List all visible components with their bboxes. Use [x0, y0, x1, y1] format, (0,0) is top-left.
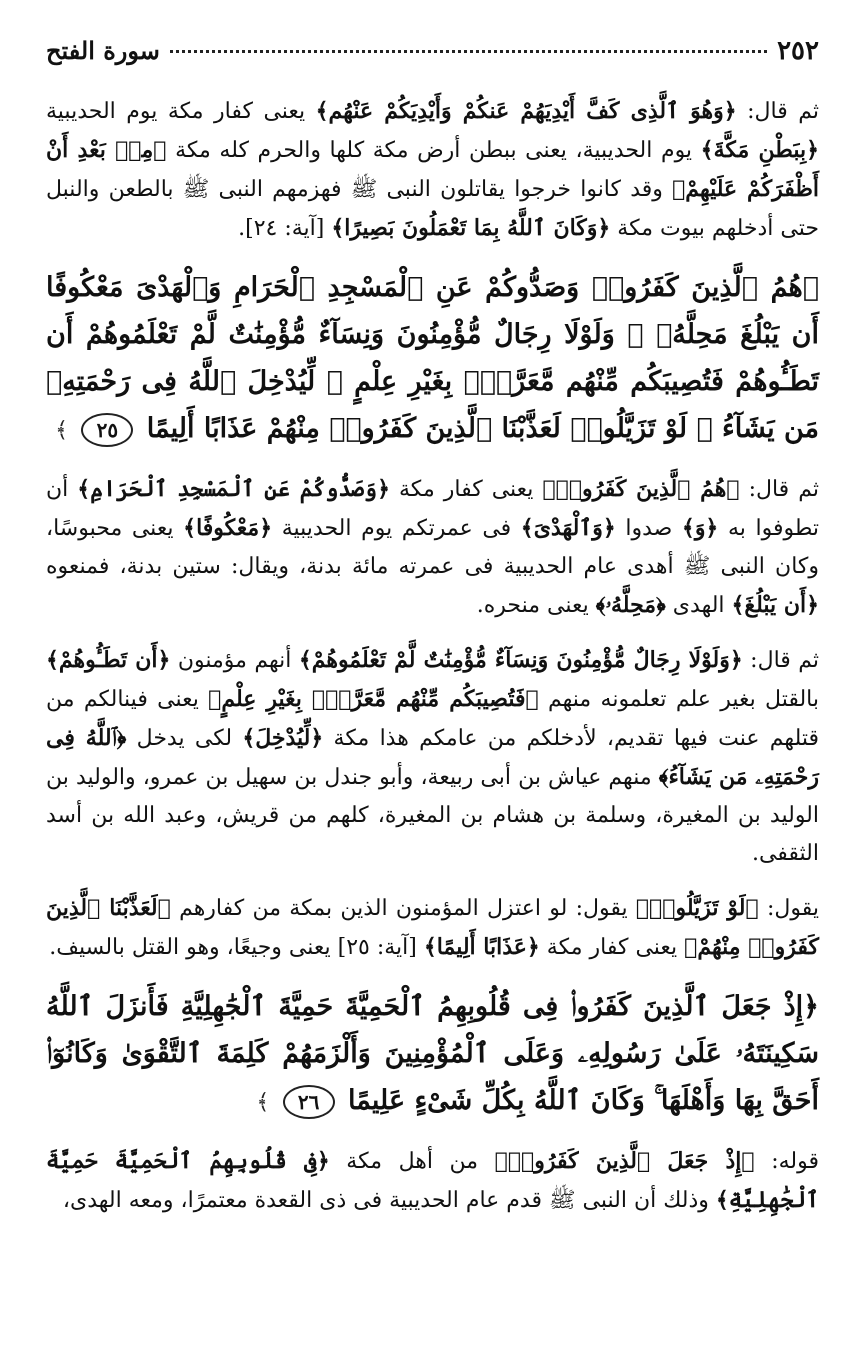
quran-quote: ﴿إِذْ جَعَلَ ٱلَّذِينَ كَفَرُوا۟﴾ — [494, 1148, 755, 1174]
ayah-number-badge: ٢٥ — [81, 413, 133, 447]
commentary-text: يعنى منحره. — [476, 593, 596, 618]
commentary-text: لكى يدخل — [126, 726, 243, 751]
verse-text-line — [46, 983, 819, 1126]
commentary-text: ثم قال: — [736, 99, 819, 124]
quran-quote: ﴿عَذَابًا أَلِيمًا﴾ — [423, 934, 540, 960]
quran-quote: ﴿مَعْكُوفًا﴾ — [183, 515, 273, 541]
closing-bracket: ﴾ — [55, 418, 68, 443]
tafsir-paragraph — [46, 92, 819, 248]
page-header — [46, 36, 819, 76]
quran-quote: ﴿فِى قُلُوبِهِمُ ٱلْحَمِيَّةَ حَمِيَّةَ ٱلْجَٰهِلِيَّةِ﴾ — [46, 1148, 819, 1213]
quran-quote: ﴿مِنۢ بَعْدِ أَنْ أَظْفَرَكُمْ عَلَيْهِمْ﴾ — [46, 137, 820, 202]
commentary-text: منهم عياش بن أبى ربيعة، وأبو جندل بن سهيل بن عمرو، والوليد بن الوليد بن المغيرة، وسلمة بن هشام بن المغيرة، كلهم من قريش، وعبد الله بن أسد الثقفى. — [46, 765, 819, 866]
paragraph-text — [46, 889, 819, 967]
tafsir-paragraph — [46, 889, 819, 967]
header-dotted-leader — [170, 50, 767, 53]
commentary-text: يعنى فينالكم من قتلهم عنت فيها تقديم، لأدخلكم من عامكم هذا مكة — [46, 687, 820, 751]
commentary-text: بالقتل بغير علم تعلمونه منهم — [538, 687, 820, 712]
paragraph-text — [46, 470, 819, 625]
commentary-text: وقد كانوا خرجوا يقاتلون النبى ﷺ فهزمهم النبى ﷺ بالطعن والنبل حتى أدخلهم بيوت مكة — [46, 177, 819, 241]
commentary-text: يقول: — [758, 896, 820, 921]
commentary-text: يعنى كفار مكة يوم الحديبية — [46, 99, 316, 124]
commentary-text: ثم قال: — [739, 477, 819, 502]
quran-verse-block — [46, 983, 819, 1126]
quran-quote: ﴿وَهُوَ ٱلَّذِى كَفَّ أَيْدِيَهُمْ عَنكُمْ وَأَيْدِيَكُمْ عَنْهُم﴾ — [315, 98, 737, 124]
page-body — [46, 92, 819, 1220]
commentary-text: ثم قال: — [742, 648, 820, 673]
quran-quote: ﴿لَعَذَّبْنَا ٱلَّذِينَ كَفَرُوا۟ مِنْهُمْ﴾ — [46, 895, 819, 960]
quran-quote: ﴿وَصَدُّوكُمْ عَنِ ٱلْمَسْجِدِ ٱلْحَرَامِ﴾ — [77, 476, 390, 502]
tafsir-paragraph — [46, 641, 819, 873]
commentary-text: يوم الحديبية، يعنى ببطن أرض مكة كلها والحرم كله مكة — [166, 138, 701, 163]
verse-text-line — [46, 264, 819, 454]
commentary-text: [آية: ٢٤]. — [238, 216, 332, 241]
commentary-text: يقول: لو اعتزل المؤمنون الذين بمكة من كفارهم — [170, 896, 636, 921]
quran-quote: ﴿وَٱلْهَدْىَ﴾ — [520, 515, 616, 541]
commentary-text: يعنى محبوسًا، وكان النبى ﷺ أهدى عام الحديبية فى عمرته مائة بدنة، ويقال: ستين بدنة، فمنعوه — [46, 516, 819, 579]
paragraph-text — [46, 92, 819, 248]
ayah-number-badge: ٢٦ — [283, 1085, 335, 1119]
tafsir-paragraph — [46, 470, 819, 625]
commentary-text: يعنى كفار مكة — [389, 477, 543, 502]
verse-text: ﴿هُمُ ٱلَّذِينَ كَفَرُوا۟ وَصَدُّوكُمْ عَنِ ٱلْمَسْجِدِ ٱلْحَرَامِ وَٱلْهَدْىَ مَعْكُوفًا أَن يَبْلُغَ مَحِلَّهُۥ ۚ وَلَوْلَا رِجَالٌ مُّؤْمِنُونَ وَنِسَآءٌ مُّؤْمِنَٰتٌ لَّمْ تَعْلَمُوهُمْ أَن تَطَـُٔوهُمْ فَتُصِيبَكُم مِّنْهُم مَّعَرَّةٌۢ بِغَيْرِ عِلْمٍ ۖ لِّيُدْخِلَ ٱللَّهُ فِى رَحْمَتِهِۦ مَن يَشَآءُ ۚ لَوْ تَزَيَّلُوا۟ لَعَذَّبْنَا ٱلَّذِينَ كَفَرُوا۟ مِنْهُمْ عَذَابًا أَلِيمًا — [46, 272, 819, 444]
verse-text: ﴿إِذْ جَعَلَ ٱلَّذِينَ كَفَرُوا۟ فِى قُلُوبِهِمُ ٱلْحَمِيَّةَ حَمِيَّةَ ٱلْجَٰهِلِيَّةِ فَأَنزَلَ ٱللَّهُ سَكِينَتَهُۥ عَلَىٰ رَسُولِهِۦ وَعَلَى ٱلْمُؤْمِنِينَ وَأَلْزَمَهُمْ كَلِمَةَ ٱلتَّقْوَىٰ وَكَانُوٓا۟ أَحَقَّ بِهَا وَأَهْلَهَا ۚ وَكَانَ ٱللَّهُ بِكُلِّ شَىْءٍ عَلِيمًا — [46, 991, 819, 1116]
tafsir-paragraph — [46, 1142, 819, 1220]
quran-quote: ﴿لِّيُدْخِلَ﴾ — [242, 725, 324, 751]
quran-quote: ﴿مَحِلَّهُۥ﴾ — [595, 592, 666, 618]
paragraph-text — [46, 641, 819, 873]
quran-quote: ﴿لَوْ تَزَيَّلُوا۟﴾ — [635, 895, 759, 921]
commentary-text: وذلك أن النبى ﷺ قدم عام الحديبية فى ذى القعدة معتمرًا، ومعه الهدى، — [62, 1188, 716, 1213]
quran-verse-block — [46, 264, 819, 454]
page-number: ٢٥٢ — [777, 36, 819, 66]
commentary-text: الهدى — [665, 593, 732, 618]
closing-bracket: ﴾ — [256, 1090, 270, 1115]
commentary-text: قوله: — [754, 1149, 819, 1174]
quran-quote: ﴿بِبَطْنِ مَكَّةَ﴾ — [700, 137, 820, 163]
quran-quote: ﴿أَن تَطَـُٔوهُمْ﴾ — [46, 647, 171, 673]
commentary-text: أن تطوفوا به — [46, 477, 820, 541]
quran-quote: ﴿هُمُ ٱلَّذِينَ كَفَرُوا۟﴾ — [542, 476, 740, 502]
quran-quote: ﴿وَكَانَ ٱللَّهُ بِمَا تَعْمَلُونَ بَصِيرًا﴾ — [331, 215, 611, 241]
commentary-text: من أهل مكة — [329, 1149, 495, 1174]
quran-quote: ﴿ٱللَّهُ فِى رَحْمَتِهِۦ مَن يَشَآءُ﴾ — [46, 725, 819, 790]
quran-quote: ﴿وَ﴾ — [681, 515, 719, 541]
commentary-text: فى عمرتكم يوم الحديبية — [272, 516, 521, 541]
commentary-text: [آية: ٢٥] يعنى وجيعًا، وهو القتل بالسيف. — [49, 935, 424, 960]
quran-quote: ﴿فَتُصِيبَكُم مِّنْهُم مَّعَرَّةٌۢ بِغَيْرِ عِلْمٍ﴾ — [208, 686, 539, 712]
surah-title: سورة الفتح — [46, 36, 160, 65]
commentary-text: أنهم مؤمنون — [170, 648, 299, 673]
commentary-text: يعنى كفار مكة — [539, 935, 685, 960]
quran-quote: ﴿وَلَوْلَا رِجَالٌ مُّؤْمِنُونَ وَنِسَآءٌ مُّؤْمِنَٰتٌ لَّمْ تَعْلَمُوهُمْ﴾ — [298, 647, 743, 673]
quran-quote: ﴿أَن يَبْلُغَ﴾ — [731, 592, 819, 618]
paragraph-text — [46, 1142, 819, 1220]
commentary-text: صدوا — [615, 516, 682, 541]
